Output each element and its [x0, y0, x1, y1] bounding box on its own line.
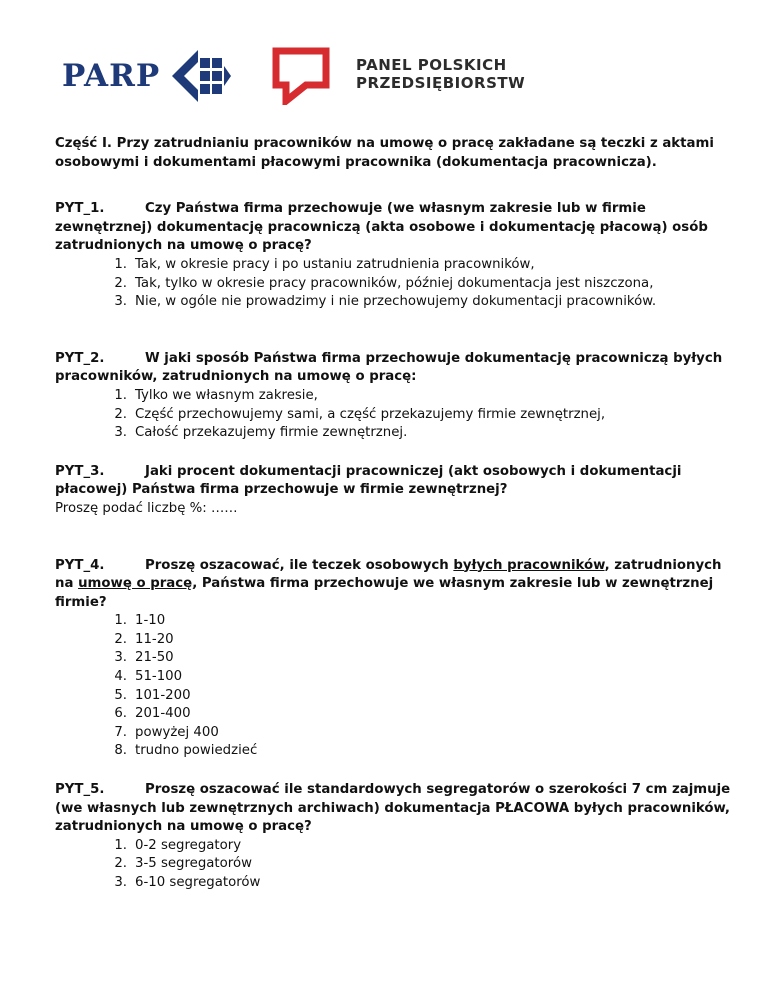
emphasis-former-employees: byłych pracowników [453, 557, 605, 573]
question-3-id: PYT_3. [55, 463, 105, 479]
ppp-logo-line2: PRZEDSIĘBIORSTW [356, 74, 526, 92]
list-item: 2. Tak, tylko w okresie pracy pracowników, później dokumentacja jest niszczona, [114, 275, 654, 291]
question-2-text: W jaki sposób Państwa firma przechowuje dokumentację pracowniczą byłych pracowników, zatrudnionych na umowę o pracę: [55, 350, 723, 385]
question-1-text: Czy Państwa firma przechowuje (we własnym zakresie lub w firmie zewnętrznej) dokumentację pracowniczą (akta osobowe i dokumentację płacową) osób zatrudnionych na umowę o pracę? [55, 201, 708, 254]
list-item: 7. powyżej 400 [114, 724, 219, 740]
list-item: 3. Nie, w ogóle nie prowadzimy i nie przechowujemy dokumentacji pracowników. [114, 294, 657, 310]
list-item: 2. 11-20 [114, 631, 174, 647]
parp-logo [62, 48, 232, 104]
list-item: 1. 1-10 [114, 613, 166, 629]
question-1-id: PYT_1. [55, 201, 105, 217]
list-item: 3. 6-10 segregatorów [114, 875, 261, 890]
list-item: 4. 51-100 [114, 669, 183, 685]
list-item: 6. 201-400 [114, 706, 191, 722]
question-4-options [55, 612, 735, 761]
question-4: PYT_4. Proszę oszacować, ile teczek osobowych byłych pracowników, zatrudnionych na umowę o pracę, Państwa firma przechowuje we własnym zakresie lub w zewnętrznej firmie? [55, 557, 722, 610]
question-3-answer-prompt: Proszę podać liczbę %: …… [55, 500, 238, 516]
list-item: 1. 0-2 segregatory [114, 837, 242, 853]
ppp-emblem-icon [272, 45, 330, 105]
question-1 [55, 200, 735, 256]
question-4-id: PYT_4. [55, 557, 105, 573]
question-2 [55, 350, 735, 387]
question-5-id: PYT_5. [55, 782, 105, 798]
emphasis-employment-contract: umowę o pracę [78, 576, 193, 592]
list-item: 1. Tylko we własnym zakresie, [114, 387, 318, 403]
parp-logo-text: PARP [62, 57, 161, 94]
list-item: 2. 3-5 segregatorów [114, 856, 252, 872]
question-3-text: Jaki procent dokumentacji pracowniczej (akt osobowych i dokumentacji płacowej) Państwa firma przechowuje w firmie zewnętrznej? [55, 463, 682, 498]
list-item: 5. 101-200 [114, 687, 191, 703]
list-item: 3. Całość przekazujemy firmie zewnętrznej. [114, 425, 408, 441]
question-5-options [55, 837, 735, 893]
question-2-options [55, 387, 735, 443]
question-5 [55, 781, 735, 837]
list-item: 2. Część przechowujemy sami, a część przekazujemy firmie zewnętrznej, [114, 406, 606, 422]
question-1-options [55, 256, 735, 312]
list-item: 8. trudno powiedzieć [114, 743, 258, 759]
question-3 [55, 463, 735, 500]
list-item: 3. 21-50 [114, 650, 174, 666]
section-intro: Część I. Przy zatrudnianiu pracowników na umowę o pracę zakładane są teczki z aktami osobowymi i dokumentami płacowymi pracownika (dokumentacja pracownicza). [55, 136, 714, 170]
list-item: 1. Tak, w okresie pracy i po ustaniu zatrudnienia pracowników, [114, 256, 535, 272]
question-5-text: Proszę oszacować ile standardowych segregatorów o szerokości 7 cm zajmuje (we własnych lub zewnętrznych archiwach) dokumentacja PŁACOWA byłych pracowników, zatrudnionych na umowę o pracę? [55, 782, 731, 835]
parp-emblem-icon [168, 48, 232, 104]
question-2-id: PYT_2. [55, 350, 105, 366]
ppp-logo-line1: PANEL POLSKICH [356, 56, 507, 74]
questionnaire-body [55, 135, 735, 893]
ppp-logo-text [356, 56, 525, 92]
